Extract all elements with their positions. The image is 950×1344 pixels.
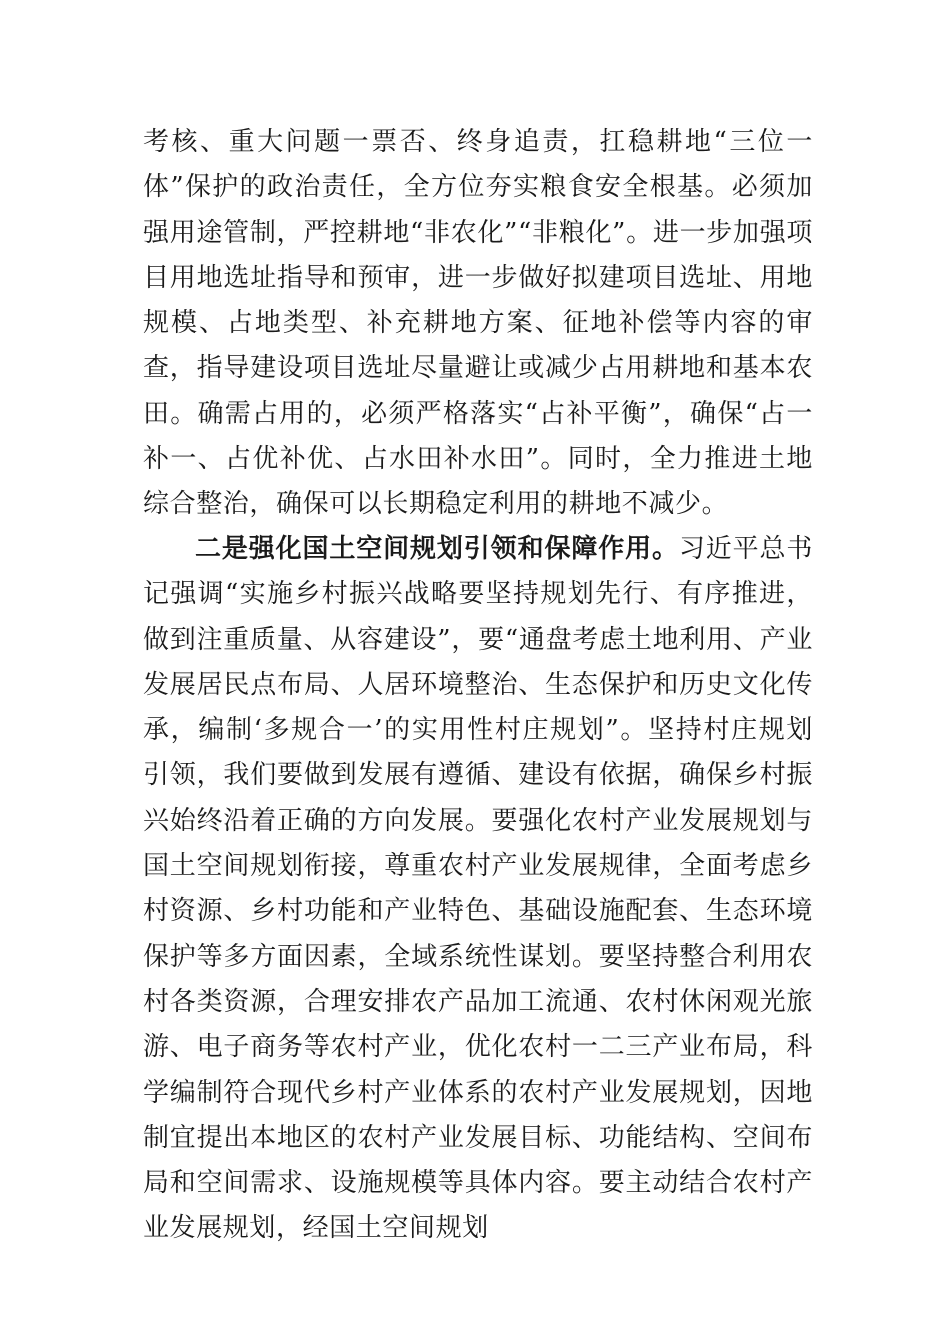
paragraph-1: 考核、重大问题一票否、终身追责，扛稳耕地“三位一体”保护的政治责任，全方位夯实粮食安全根基。必须加强用途管制，严控耕地“非农化”“非粮化”。进一步加强项目用地选址指导和预审，进一步做好拟建项目选址、用地规模、占地类型、补充耕地方案、征地补偿等内容的审查，指导建设项目选址尽量避让或减少占用耕地和基本农田。确需占用的，必须严格落实“占补平衡”，确保“占一补一、占优补优、占水田补水田”。同时，全力推进土地综合整治，确保可以长期稳定利用的耕地不减少。	[143, 127, 813, 520]
paragraph-1-block	[143, 120, 813, 528]
paragraph-2-heading: 二是强化国土空间规划引领和保障作用。	[195, 534, 679, 564]
paragraph-2	[143, 527, 813, 1252]
paragraph-2-body: 习近平总书记强调“实施乡村振兴战略要坚持规划先行、有序推进，做到注重质量、从容建设”，要“通盘考虑土地利用、产业发展居民点布局、人居环境整治、生态保护和历史文化传承，编制‘多规合一’的实用性村庄规划”。坚持村庄规划引领，我们要做到发展有遵循、建设有依据，确保乡村振兴始终沿着正确的方向发展。要强化农村产业发展规划与国土空间规划衔接，尊重农村产业发展规律，全面考虑乡村资源、乡村功能和产业特色、基础设施配套、生态环境保护等多方面因素，全域系统性谋划。要坚持整合利用农村各类资源，合理安排农产品加工流通、农村休闲观光旅游、电子商务等农村产业，优化农村一二三产业布局，科学编制符合现代乡村产业体系的农村产业发展规划，因地制宜提出本地区的农村产业发展目标、功能结构、空间布局和空间需求、设施规模等具体内容。要主动结合农村产业发展规划，经国土空间规划	[143, 534, 813, 1244]
paragraph-2-block	[143, 527, 813, 1252]
